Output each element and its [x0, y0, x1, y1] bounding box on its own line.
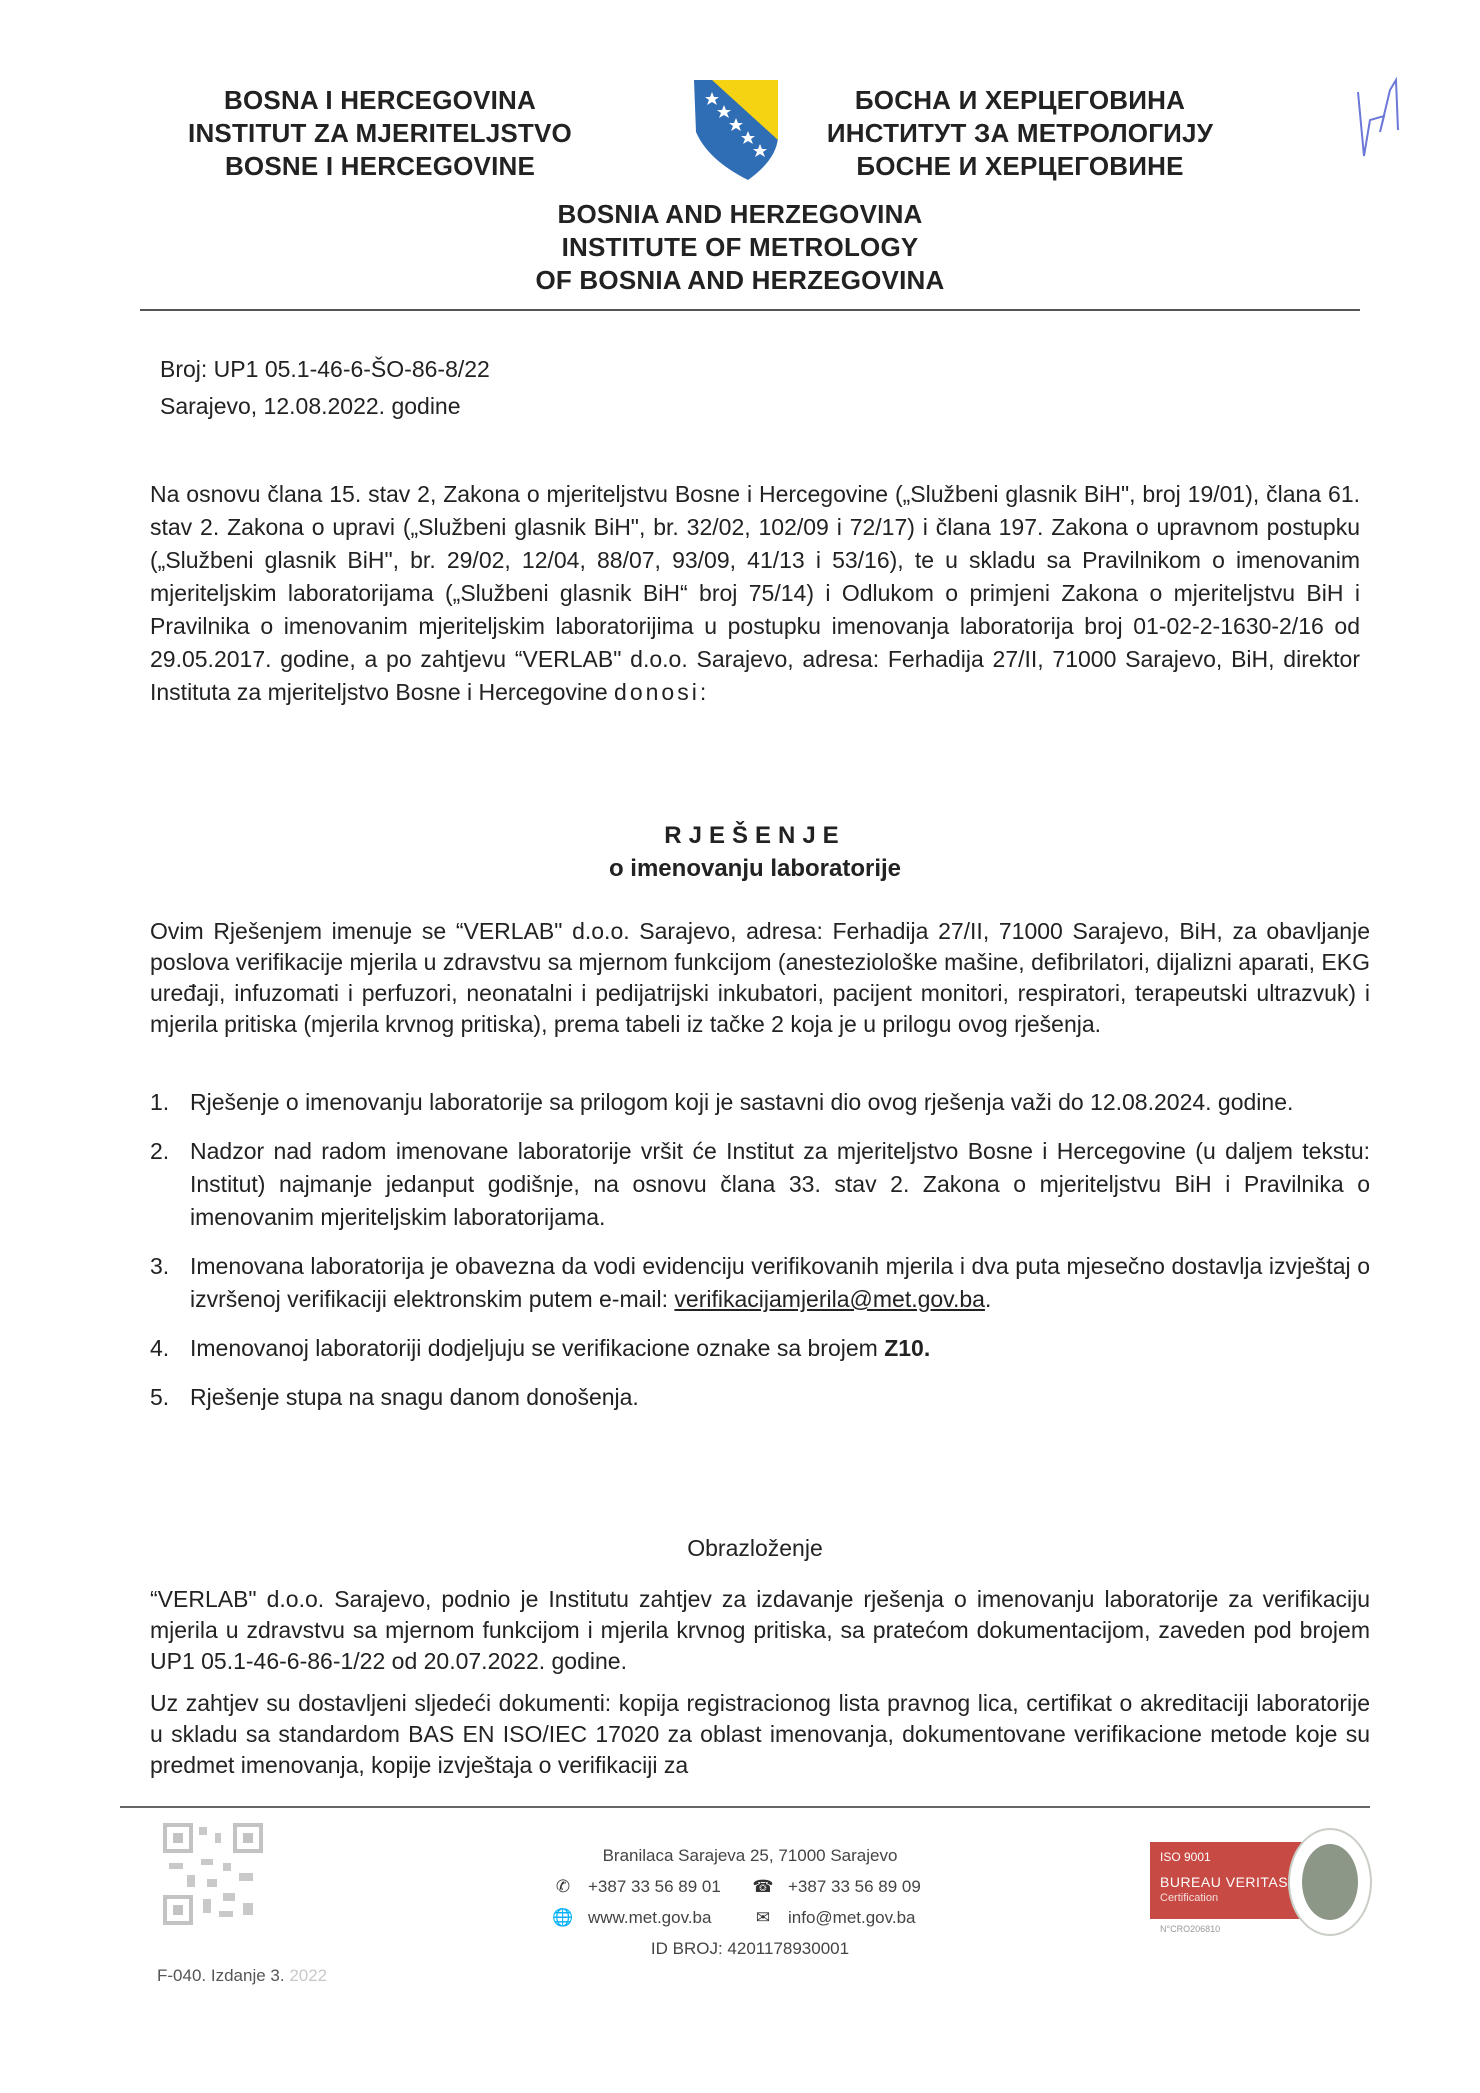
header-line: БОСНА И ХЕРЦЕГОВИНА [854, 85, 1186, 115]
globe-icon: 🌐 [552, 1907, 574, 1927]
certification-label: Certification [1160, 1892, 1219, 1904]
fax-icon: ☎ [752, 1876, 774, 1896]
legal-basis-text: Na osnovu člana 15. stav 2, Zakona o mjeriteljstvu Bosne i Hercegovine („Službeni glasnik BiH", broj 19/01), člana 61. stav 2. Zakona o upravi („Službeni glasnik BiH", br. 32/02, 102/09 i 72/17) i člana 197. Zakona o upravnom postupku („Službeni glasnik BiH", br. 29/02, 12/04, 88/07, 93/09, 41/13 i 53/16), te u skladu sa Pravilnikom o imenovanim mjeriteljskim laboratorijama („Službeni glasnik BiH“ broj 75/14) i Odlukom o primjeni Zakona o mjeriteljstvu BiH i Pravilnika o imenovanim mjeriteljskim laboratorijima u postupku imenovanja laboratorija broj 01-02-2-1630-2/16 od 29.05.2017. godine, a po zahtjevu “VERLAB" d.o.o. Sarajevo, adresa: Ferhadija 27/II, 71000 Sarajevo, BiH, direktor Instituta za mjeriteljstvo Bosne i Hercegovine [150, 481, 1360, 705]
decision-item [150, 1086, 1370, 1119]
bih-coat-of-arms-icon [688, 76, 784, 184]
item-number: 4. [150, 1335, 170, 1361]
form-number-text: F-040. Izdanje 3. [157, 1966, 285, 1985]
reasoning-paragraph: Uz zahtjev su dostavljeni sljedeći dokumenti: kopija registracionog lista pravnog lica, certifikat o akreditaciji laboratorije u skladu sa standardom BAS EN ISO/IEC 17020 za oblast imenovanja, dokumentovane verifikacione metode koje su predmet imenovanja, kopije izvještaja o verifikaciji za [150, 1690, 1370, 1778]
form-number [157, 1966, 327, 1986]
bureau-veritas-seal-icon [1288, 1828, 1372, 1936]
header-line: BOSNIA AND HERZEGOVINA [557, 199, 923, 229]
item-text-end: . [984, 1286, 992, 1312]
header-line: BOSNA I HERCEGOVINA [224, 85, 536, 115]
item-text: Rješenje stupa na snagu danom donošenja. [190, 1384, 639, 1410]
header-line: БОСНЕ И ХЕРЦЕГОВИНЕ [856, 151, 1184, 181]
header-right-cyrillic [800, 84, 1240, 183]
item-number: 2. [150, 1138, 170, 1164]
decision-item [150, 1250, 1370, 1316]
verification-mark-code: Z10. [884, 1335, 931, 1361]
decision-items [150, 1086, 1370, 1430]
legal-basis-verb: donosi: [614, 679, 710, 705]
fax-number: +387 33 56 89 09 [788, 1876, 921, 1896]
reference-number: Broj: UP1 05.1-46-6-ŠO-86-8/22 [160, 356, 490, 382]
item-text: Imenovana laboratorija je obavezna da vodi evidenciju verifikovanih mjerila i dva puta mjesečno dostavlja izvještaj o izvršenoj verifikaciji elektronskim putem e-mail: [190, 1253, 1370, 1312]
decision-paragraph: Ovim Rješenjem imenuje se “VERLAB" d.o.o. Sarajevo, adresa: Ferhadija 27/II, 71000 Sarajevo, BiH, za obavljanje poslova verifikacije mjerila u zdravstvu sa mjernom funkcijom (anesteziološke mašine, defibrilatori, dijalizni aparati, EKG uređaji, infuzomati i perfuzori, neonatalni i pedijatrijski inkubatori, pacijent monitori, respiratori, terapeutski ultrazvuk) i mjerila pritiska (mjerila krvnog pritiska), prema tabeli iz tačke 2 koja je u prilogu ovog rješenja. [150, 918, 1370, 1037]
item-text: Imenovanoj laboratoriji dodjeljuju se verifikacione oznake sa brojem [190, 1335, 885, 1361]
footer-divider [120, 1806, 1370, 1808]
header-line: BOSNE I HERCEGOVINE [224, 151, 536, 181]
website-link[interactable]: www.met.gov.ba [588, 1907, 712, 1927]
footer-id-number: ID BROJ: 4201178930001 [650, 1938, 850, 1958]
footer-email-link[interactable]: info@met.gov.ba [788, 1907, 916, 1927]
reasoning-title: Obrazloženje [687, 1535, 823, 1561]
legal-basis-paragraph [150, 478, 1360, 709]
form-year: 2022 [289, 1966, 328, 1985]
decision-item [150, 1332, 1370, 1365]
certification-code: N°CRO206810 [1160, 1924, 1221, 1934]
decision-title: RJEŠENJE [664, 822, 846, 849]
reference-date: Sarajevo, 12.08.2022. godine [160, 393, 461, 419]
item-text: Rješenje o imenovanju laboratorije sa prilogom koji je sastavni dio ovog rješenja važi do 12.08.2024. godine. [190, 1089, 1294, 1115]
handwritten-initials-icon [1350, 70, 1410, 160]
header-line: INSTITUTE OF METROLOGY [561, 232, 919, 262]
decision-item [150, 1381, 1370, 1414]
phone-icon: ✆ [555, 1876, 571, 1896]
qr-code-icon [163, 1823, 263, 1925]
footer-contact-block [540, 1840, 960, 1964]
header-left-bosnian [160, 84, 600, 183]
iso-certification-badge [1150, 1842, 1382, 1942]
header-line: OF BOSNIA AND HERZEGOVINA [535, 265, 945, 295]
reasoning-paragraph: “VERLAB" d.o.o. Sarajevo, podnio je Institutu zahtjev za izdavanje rješenja o imenovanju laboratorije za verifikaciju mjerila u zdravstvu sa mjernom funkcijom i mjerila krvnog pritiska, sa pratećom dokumentacijom, zaveden pod brojem UP1 05.1-46-6-86-1/22 od 20.07.2022. godine. [150, 1586, 1370, 1674]
verification-email-link[interactable]: verifikacijamjerila@met.gov.ba [674, 1286, 985, 1312]
item-number: 5. [150, 1384, 170, 1410]
decision-subtitle: o imenovanju laboratorije [608, 855, 902, 882]
item-number: 1. [150, 1089, 170, 1115]
header-divider [140, 309, 1360, 311]
header-line: INSTITUT ZA MJERITELJSTVO [188, 118, 572, 148]
certification-standard: ISO 9001 [1160, 1850, 1211, 1864]
header-line: ИНСТИТУТ ЗА МЕТРОЛОГИЈУ [826, 118, 1214, 148]
item-number: 3. [150, 1253, 170, 1279]
item-text: Nadzor nad radom imenovane laboratorije vršit će Institut za mjeriteljstvo Bosne i Hercegovine (u daljem tekstu: Institut) najmanje jedanput godišnje, na osnovu člana 33. stav 2. Zakona o mjeriteljstvu BiH i Pravilnika o imenovanim mjeriteljskim laboratorijama. [190, 1138, 1370, 1230]
envelope-icon: ✉ [755, 1907, 771, 1927]
certification-issuer: BUREAU VERITAS [1160, 1874, 1289, 1890]
header-center-english [440, 198, 1040, 297]
footer-address: Branilaca Sarajeva 25, 71000 Sarajevo [602, 1845, 898, 1865]
phone-number[interactable]: +387 33 56 89 01 [588, 1876, 721, 1896]
decision-item [150, 1135, 1370, 1234]
